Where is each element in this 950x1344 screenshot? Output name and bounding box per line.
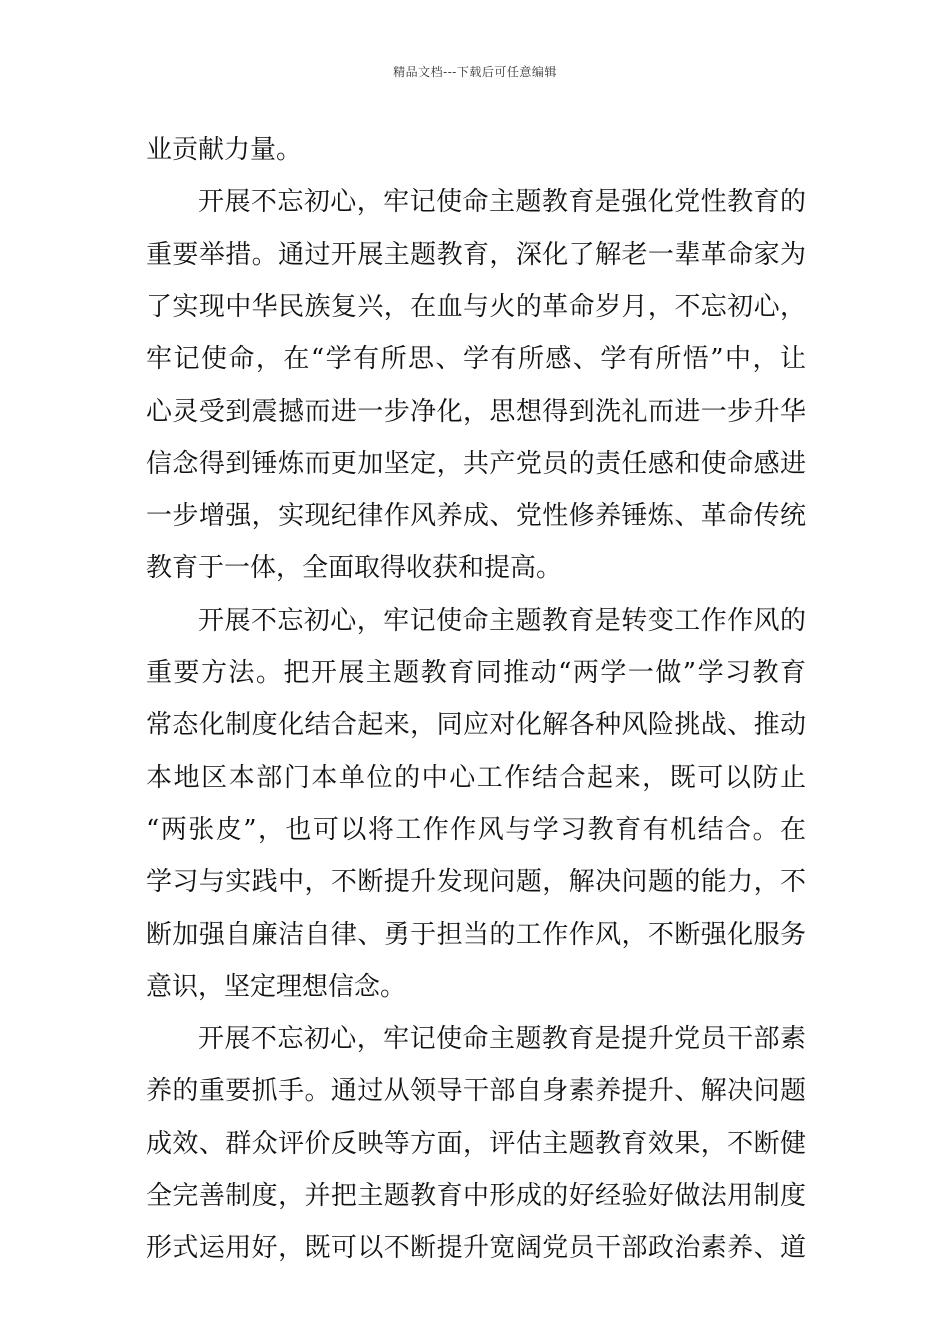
text-line: 一步增强，实现纪律作风养成、党性修养锤炼、革命传统 [146,501,806,532]
text-line: 信念得到锤炼而更加坚定，共产党员的责任感和使命感进 [146,448,806,479]
text-line: 教育于一体，全面取得收获和提高。 [146,553,563,584]
text-line: 重要举措。通过开展主题教育，深化了解老一辈革命家为 [146,239,806,270]
page-header: 精品文档---下载后可任意编辑 [393,65,557,79]
text-line: 断加强自廉洁自律、勇于担当的工作作风，不断强化服务 [146,919,806,950]
text-line: “两张皮”，也可以将工作作风与学习教育有机结合。在 [146,814,806,845]
text-line: 心灵受到震撼而进一步净化，思想得到洗礼而进一步升华 [146,396,806,427]
text-line: 业贡献力量。 [146,135,303,165]
text-line: 牢记使命，在“学有所思、学有所感、学有所悟”中，让 [146,344,806,375]
text-line: 开展不忘初心，牢记使命主题教育是转变工作作风的 [198,605,806,636]
text-line: 了实现中华民族复兴，在血与火的革命岁月，不忘初心， [146,291,806,322]
text-line: 学习与实践中，不断提升发现问题，解决问题的能力，不 [146,867,806,898]
text-line: 意识，坚定理想信念。 [146,971,407,1002]
text-line: 养的重要抓手。通过从领导干部自身素养提升、解决问题 [146,1076,806,1107]
text-line: 成效、群众评价反映等方面，评估主题教育效果，不断健 [146,1128,806,1159]
text-line: 形式运用好，既可以不断提升宽阔党员干部政治素养、道 [146,1233,806,1264]
text-line: 本地区本部门本单位的中心工作结合起来，既可以防止 [146,762,806,793]
text-line: 常态化制度化结合起来，同应对化解各种风险挑战、推动 [146,710,806,741]
text-line: 重要方法。把开展主题教育同推动“两学一做”学习教育 [146,658,806,688]
text-line: 全完善制度，并把主题教育中形成的好经验好做法用制度 [146,1181,806,1211]
text-line: 开展不忘初心，牢记使命主题教育是提升党员干部素 [198,1024,806,1055]
text-line: 开展不忘初心，牢记使命主题教育是强化党性教育的 [198,187,806,218]
